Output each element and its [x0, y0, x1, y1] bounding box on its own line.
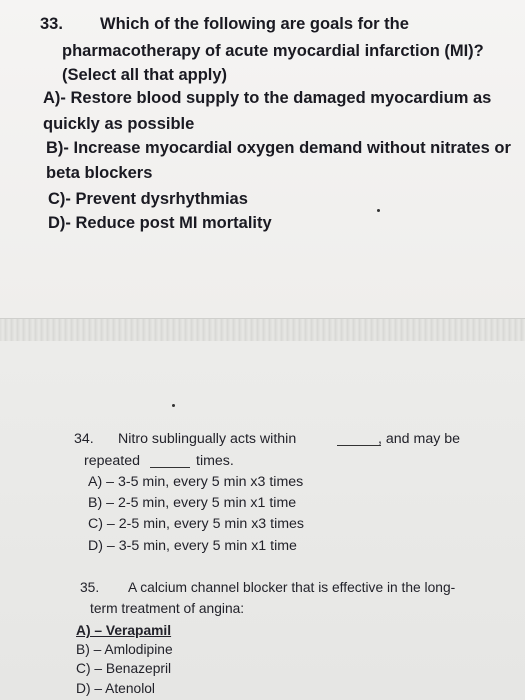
option-a: A) – 3-5 min, every 5 min x3 times — [88, 474, 304, 490]
speck — [172, 404, 175, 407]
option-d: D)- Reduce post MI mortality — [48, 214, 272, 232]
option-a: A)- Restore blood supply to the damaged myocardium as — [43, 89, 492, 107]
option-c: C) – 2-5 min, every 5 min x3 times — [88, 516, 305, 532]
option-d: D) – 3-5 min, every 5 min x1 time — [88, 538, 297, 554]
question-stem-line: pharmacotherapy of acute myocardial infarction (MI)? — [62, 42, 484, 60]
page-divider-band — [0, 318, 525, 342]
question-number: 34. — [74, 431, 94, 447]
question-stem-part: times. — [196, 453, 234, 469]
question-stem-line: A calcium channel blocker that is effective in the long- — [128, 580, 456, 595]
question-stem-line: term treatment of angina: — [90, 601, 245, 616]
question-stem-part: repeated — [84, 453, 141, 469]
answer-blank — [337, 445, 381, 446]
option-a-continued: quickly as possible — [43, 115, 195, 133]
option-c: C) – Benazepril — [76, 661, 172, 676]
answer-blank — [150, 467, 190, 468]
question-number: 35. — [80, 580, 100, 595]
question-stem-part: , and may be — [378, 431, 461, 447]
question-stem-line: (Select all that apply) — [62, 66, 228, 84]
speck — [377, 209, 380, 212]
question-stem-line: Which of the following are goals for the — [100, 15, 409, 33]
option-b: B) – 2-5 min, every 5 min x1 time — [88, 495, 297, 511]
option-a-selected: A) – Verapamil — [76, 623, 172, 638]
question-number: 33. — [40, 15, 63, 33]
option-d: D) – Atenolol — [76, 681, 155, 696]
option-b-continued: beta blockers — [46, 164, 153, 182]
option-b: B)- Increase myocardial oxygen demand without nitrates or — [46, 139, 511, 157]
option-c: C)- Prevent dysrhythmias — [48, 190, 248, 208]
option-b: B) – Amlodipine — [76, 642, 173, 657]
question-stem-part: Nitro sublingually acts within — [118, 431, 297, 447]
